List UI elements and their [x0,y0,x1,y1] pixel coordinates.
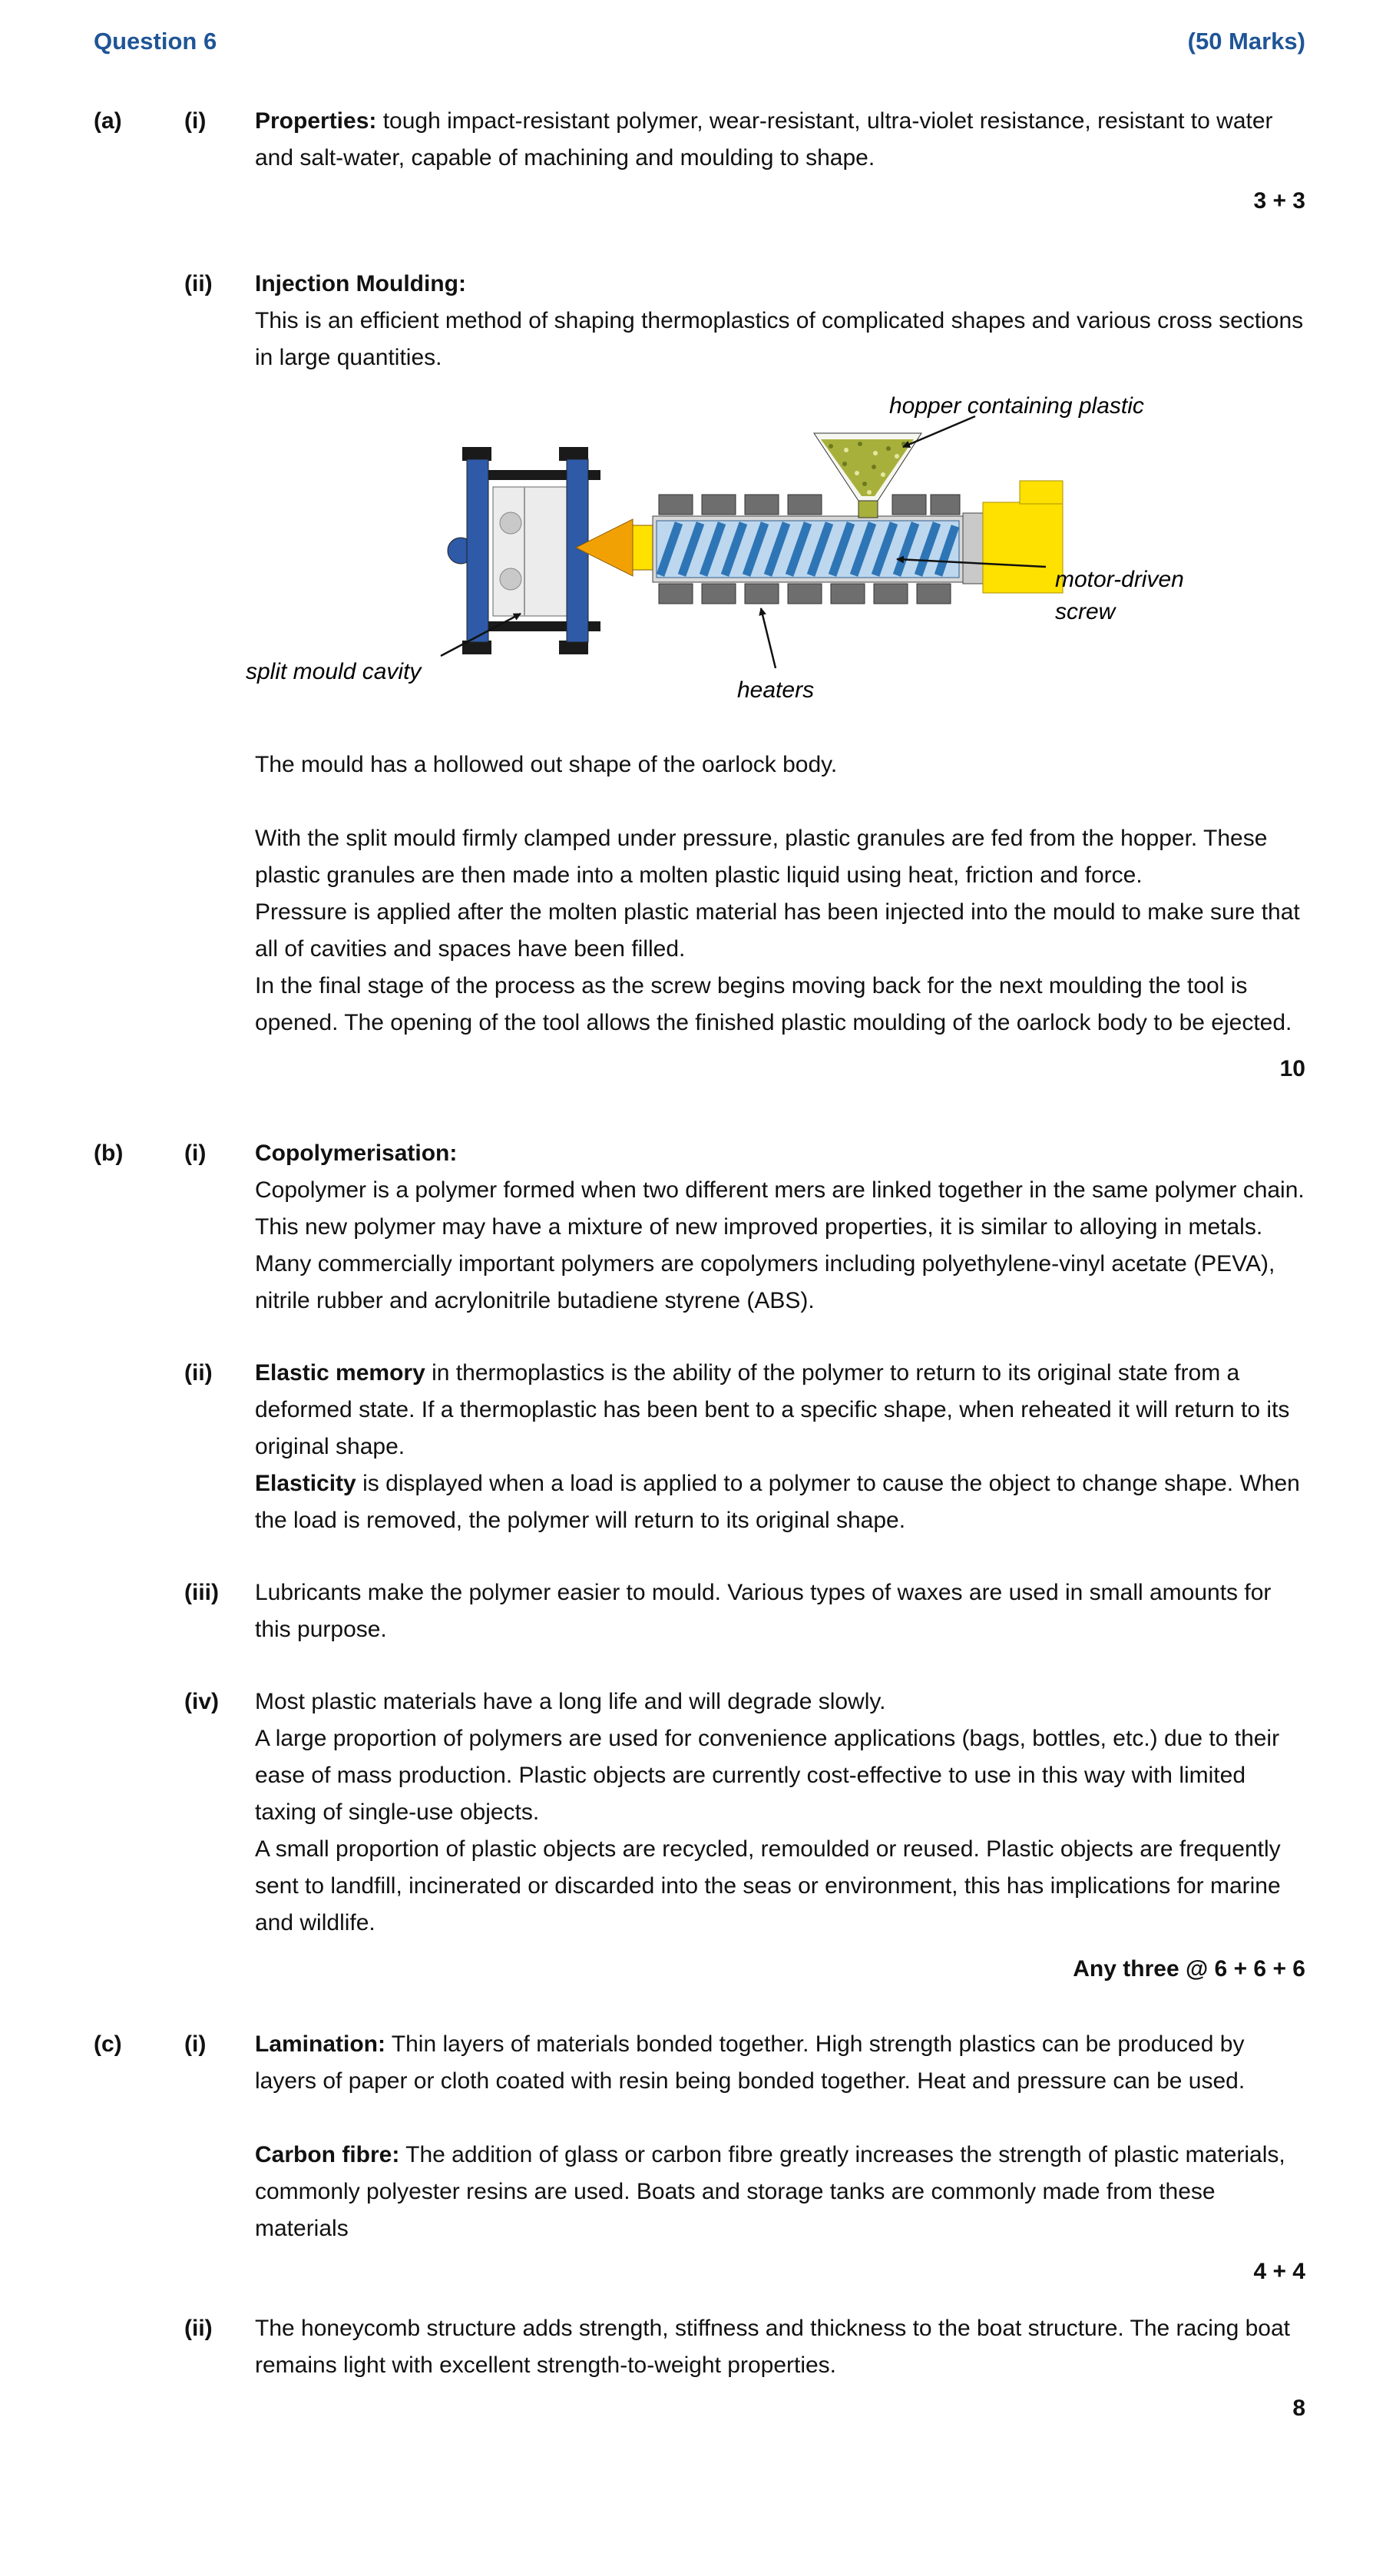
section-b-iii [94,1574,1305,1648]
heater-band [659,495,693,515]
paragraph-text: in thermoplastics is the ability of the polymer to return to its original state from a deformed state. If a thermoplastic has been bent to a specific shape, when reheated it will return to its original shape. [255,1360,1290,1459]
section-c-ii [94,2310,1305,2384]
paragraph: A small proportion of plastic objects are recycled, remoulded or reused. Plastic objects are frequently sent to landfill, incinerated or discarded into the seas or environment, this has implications for marine and wildlife. [255,1836,1281,1935]
part-label-c: (c) [94,2031,122,2057]
arrow-heaters [761,608,776,668]
paragraph: Copolymer is a polymer formed when two different mers are linked together in the same polymer chain. This new polymer may have a mixture of new improved properties, it is similar to alloying in metals. Many commercially important polymers are copolymers including polyethylene-vinyl acetate (PEVA), nitrile rubber and acrylonitrile butadiene styrene (ABS). [255,1177,1305,1313]
heater-band [788,584,822,604]
item-label-c-ii: (ii) [184,2316,213,2341]
heater-band [702,495,736,515]
section-a-ii [94,266,1305,376]
paragraph: The honeycomb structure adds strength, stiffness and thickness to the boat structure. The racing boat remains light with excellent strength-to-weight properties. [255,2316,1290,2378]
section-a-ii-body [94,747,1305,1041]
paragraph [255,2137,1305,2247]
diagram-label-hopper: hopper containing plastic [889,393,1144,419]
heater-band [874,584,908,604]
paragraph: In the final stage of the process as the screw begins moving back for the next moulding the tool is opened. The opening of the tool allows the finished plastic moulding of the oarlock body to be ejected. [255,973,1292,1035]
page-number: 8 [1292,2396,1305,2421]
paragraph [255,2026,1305,2100]
diagram-label-heaters: heaters [737,677,815,703]
heater-band [831,584,865,604]
heater-band [702,584,736,604]
paragraph-text: tough impact-resistant polymer, wear-resistant, ultra-violet resistance, resistant to water and salt-water, capable of machining and moulding to shape. [255,108,1273,171]
mould-cavity [500,512,521,534]
paragraph: Most plastic materials have a long life and will degrade slowly. [255,1689,886,1714]
paragraph [255,1465,1305,1539]
marks-c-i: 4 + 4 [1253,2259,1305,2284]
paragraph-text: The addition of glass or carbon fibre greatly increases the strength of plastic materials, commonly polyester resins are used. Boats and storage tanks are commonly made from these materials [255,2142,1285,2241]
granules [821,439,914,496]
part-label-b: (b) [94,1141,124,1166]
heater-band [917,584,951,604]
item-label-a-ii: (ii) [184,271,213,296]
bold-lead: Lamination: [255,2031,385,2057]
item-label-b-ii: (ii) [184,1360,213,1386]
item-label-b-iii: (iii) [184,1580,219,1605]
bold-lead: Elasticity [255,1471,356,1496]
clamp-bolt [559,641,588,654]
paragraph: With the split mould firmly clamped under pressure, plastic granules are fed from the hopper. These plastic granules are then made into a molten plastic liquid using heat, friction and force. [255,826,1268,888]
hopper-neck [858,501,878,518]
subsection-heading: Injection Moulding: [255,271,466,296]
platen-left [467,459,488,642]
item-label-c-i: (i) [184,2031,207,2057]
clamp-bolt [559,447,588,461]
marks-a-i: 3 + 3 [1253,188,1305,214]
clamp-bolt [462,447,491,461]
question-marks: (50 Marks) [1187,28,1305,55]
item-label-b-i: (i) [184,1141,207,1166]
paragraph: The mould has a hollowed out shape of the oarlock body. [255,752,838,777]
paragraph: This is an efficient method of shaping thermoplastics of complicated shapes and various cross sections in large quantities. [255,308,1304,370]
heater-band [788,495,822,515]
heater-band [745,584,779,604]
diagram-label-split-mould: split mould cavity [246,659,422,684]
section-b-iv [94,1684,1305,1942]
page-header [94,23,1305,60]
paragraph [255,1355,1305,1465]
paragraph [255,103,1305,177]
bold-lead: Carbon fibre: [255,2142,400,2167]
paragraph-text: is displayed when a load is applied to a polymer to cause the object to change shape. When the load is removed, the polymer will return to its original shape. [255,1471,1300,1533]
paragraph: Pressure is applied after the molten plastic material has been injected into the mould to make sure that all of cavities and spaces have been filled. [255,899,1300,962]
paragraph: Lubricants make the polymer easier to mould. Various types of waxes are used in small amounts for this purpose. [255,1580,1272,1642]
section-c-i [94,2026,1305,2247]
marks-a-ii: 10 [1279,1056,1305,1081]
paragraph: A large proportion of polymers are used for convenience applications (bags, bottles, etc.) due to their ease of mass production. Plastic objects are currently cost-effective to use in this way with limited taxing of single-use objects. [255,1726,1280,1825]
heater-band [659,584,693,604]
bold-lead: Properties: [255,108,377,134]
section-a-i [94,103,1305,177]
mould-cavity [500,568,521,590]
screw [657,521,959,578]
item-label-b-iv: (iv) [184,1689,219,1714]
bold-lead: Elastic memory [255,1360,425,1386]
question-title: Question 6 [94,28,217,55]
paragraph-text: Thin layers of materials bonded together. High strength plastics can be produced by layers of paper or cloth coated with resin being bonded together. Heat and pressure can be used. [255,2031,1245,2094]
item-label-a-i: (i) [184,108,207,134]
section-b-ii [94,1355,1305,1539]
motor-block [963,481,1063,593]
heater-band [892,495,926,515]
injection-moulding-diagram [94,389,1304,719]
coupler [963,513,983,584]
part-label-a: (a) [94,108,122,134]
subsection-heading: Copolymerisation: [255,1141,458,1166]
mould-block [493,487,567,616]
diagram-label-motor-screw: motor-driven screw [1055,567,1184,624]
heater-band [745,495,779,515]
split-mould-unit [448,447,600,654]
section-b-i [94,1135,1305,1319]
marks-b: Any three @ 6 + 6 + 6 [1073,1956,1305,1982]
heater-band [931,495,960,515]
